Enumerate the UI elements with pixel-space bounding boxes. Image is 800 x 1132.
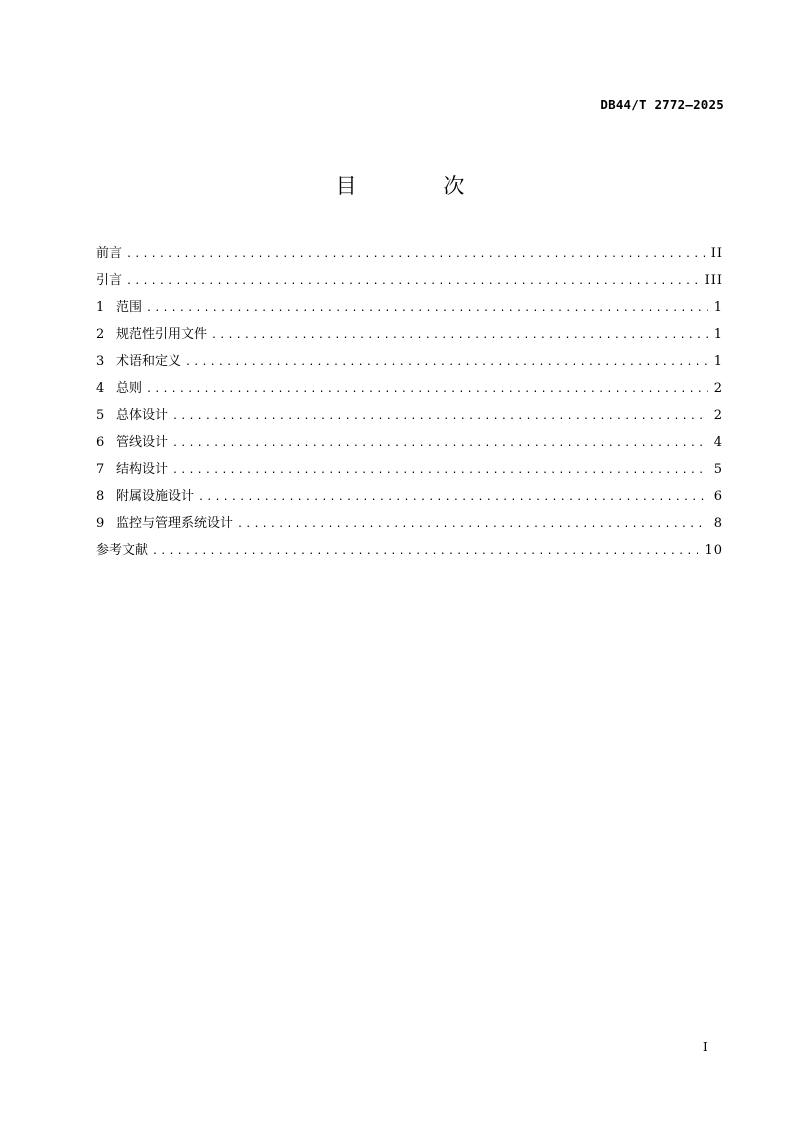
toc-entry-number: 3 bbox=[96, 354, 105, 369]
toc-entry-page: 1 bbox=[713, 354, 723, 369]
toc-entry-page: 5 bbox=[713, 462, 723, 477]
toc-entry-scope[interactable] bbox=[96, 294, 723, 321]
toc-dot-leader bbox=[146, 376, 708, 403]
toc-entry-text: 前言 bbox=[96, 246, 123, 261]
toc-entry-number: 1 bbox=[96, 300, 105, 315]
toc-entry-general[interactable] bbox=[96, 375, 723, 402]
toc-entry-page: 1 bbox=[713, 327, 723, 342]
toc-dot-leader bbox=[237, 511, 708, 538]
standard-code: DB44/T 2772—2025 bbox=[600, 97, 724, 112]
toc-entry-page: 1 bbox=[713, 300, 723, 315]
toc-entry-bibliography[interactable] bbox=[96, 537, 723, 564]
toc-entry-structural-design[interactable] bbox=[96, 456, 723, 483]
toc-entry-page: 4 bbox=[713, 435, 723, 450]
toc-entry-text: 引言 bbox=[96, 273, 123, 288]
toc-entry-introduction[interactable] bbox=[96, 267, 723, 294]
toc-entry-page: II bbox=[710, 246, 723, 261]
toc-entry-number: 4 bbox=[96, 381, 105, 396]
toc-dot-leader bbox=[146, 295, 708, 322]
toc-dot-leader bbox=[198, 484, 708, 511]
toc-entry-page: 8 bbox=[713, 516, 723, 531]
toc-entry-normative-references[interactable] bbox=[96, 321, 723, 348]
toc-entry-number: 8 bbox=[96, 489, 105, 504]
table-of-contents bbox=[96, 240, 723, 564]
toc-entry-number: 2 bbox=[96, 327, 105, 342]
toc-entry-text: 结构设计 bbox=[116, 462, 169, 477]
toc-entry-text: 规范性引用文件 bbox=[116, 327, 208, 342]
toc-entry-page: III bbox=[704, 273, 723, 288]
toc-entry-text: 参考文献 bbox=[96, 543, 149, 558]
page-number: I bbox=[703, 1040, 708, 1054]
page-title: 目 次 bbox=[335, 174, 505, 198]
toc-entry-monitoring-management[interactable] bbox=[96, 510, 723, 537]
toc-entry-number: 9 bbox=[96, 516, 105, 531]
toc-entry-page: 2 bbox=[713, 381, 723, 396]
toc-dot-leader bbox=[126, 241, 705, 268]
toc-entry-overall-design[interactable] bbox=[96, 402, 723, 429]
toc-entry-page: 2 bbox=[713, 408, 723, 423]
toc-entry-text: 附属设施设计 bbox=[116, 489, 195, 504]
toc-entry-number: 6 bbox=[96, 435, 105, 450]
toc-entry-number: 5 bbox=[96, 408, 105, 423]
toc-entry-text: 术语和定义 bbox=[116, 354, 182, 369]
toc-entry-terms-definitions[interactable] bbox=[96, 348, 723, 375]
toc-entry-text: 总则 bbox=[116, 381, 143, 396]
toc-dot-leader bbox=[185, 349, 708, 376]
toc-dot-leader bbox=[172, 430, 708, 457]
toc-entry-text: 范围 bbox=[116, 300, 143, 315]
toc-entry-number: 7 bbox=[96, 462, 105, 477]
toc-entry-auxiliary-facilities[interactable] bbox=[96, 483, 723, 510]
toc-dot-leader bbox=[172, 457, 708, 484]
toc-dot-leader bbox=[211, 322, 708, 349]
toc-entry-page: 6 bbox=[713, 489, 723, 504]
toc-entry-pipeline-design[interactable] bbox=[96, 429, 723, 456]
toc-dot-leader bbox=[152, 538, 698, 565]
toc-entry-page: 10 bbox=[704, 543, 723, 558]
toc-entry-text: 监控与管理系统设计 bbox=[116, 516, 234, 531]
toc-entry-text: 管线设计 bbox=[116, 435, 169, 450]
toc-dot-leader bbox=[172, 403, 708, 430]
toc-entry-text: 总体设计 bbox=[116, 408, 169, 423]
toc-dot-leader bbox=[126, 268, 699, 295]
toc-entry-foreword[interactable] bbox=[96, 240, 723, 267]
